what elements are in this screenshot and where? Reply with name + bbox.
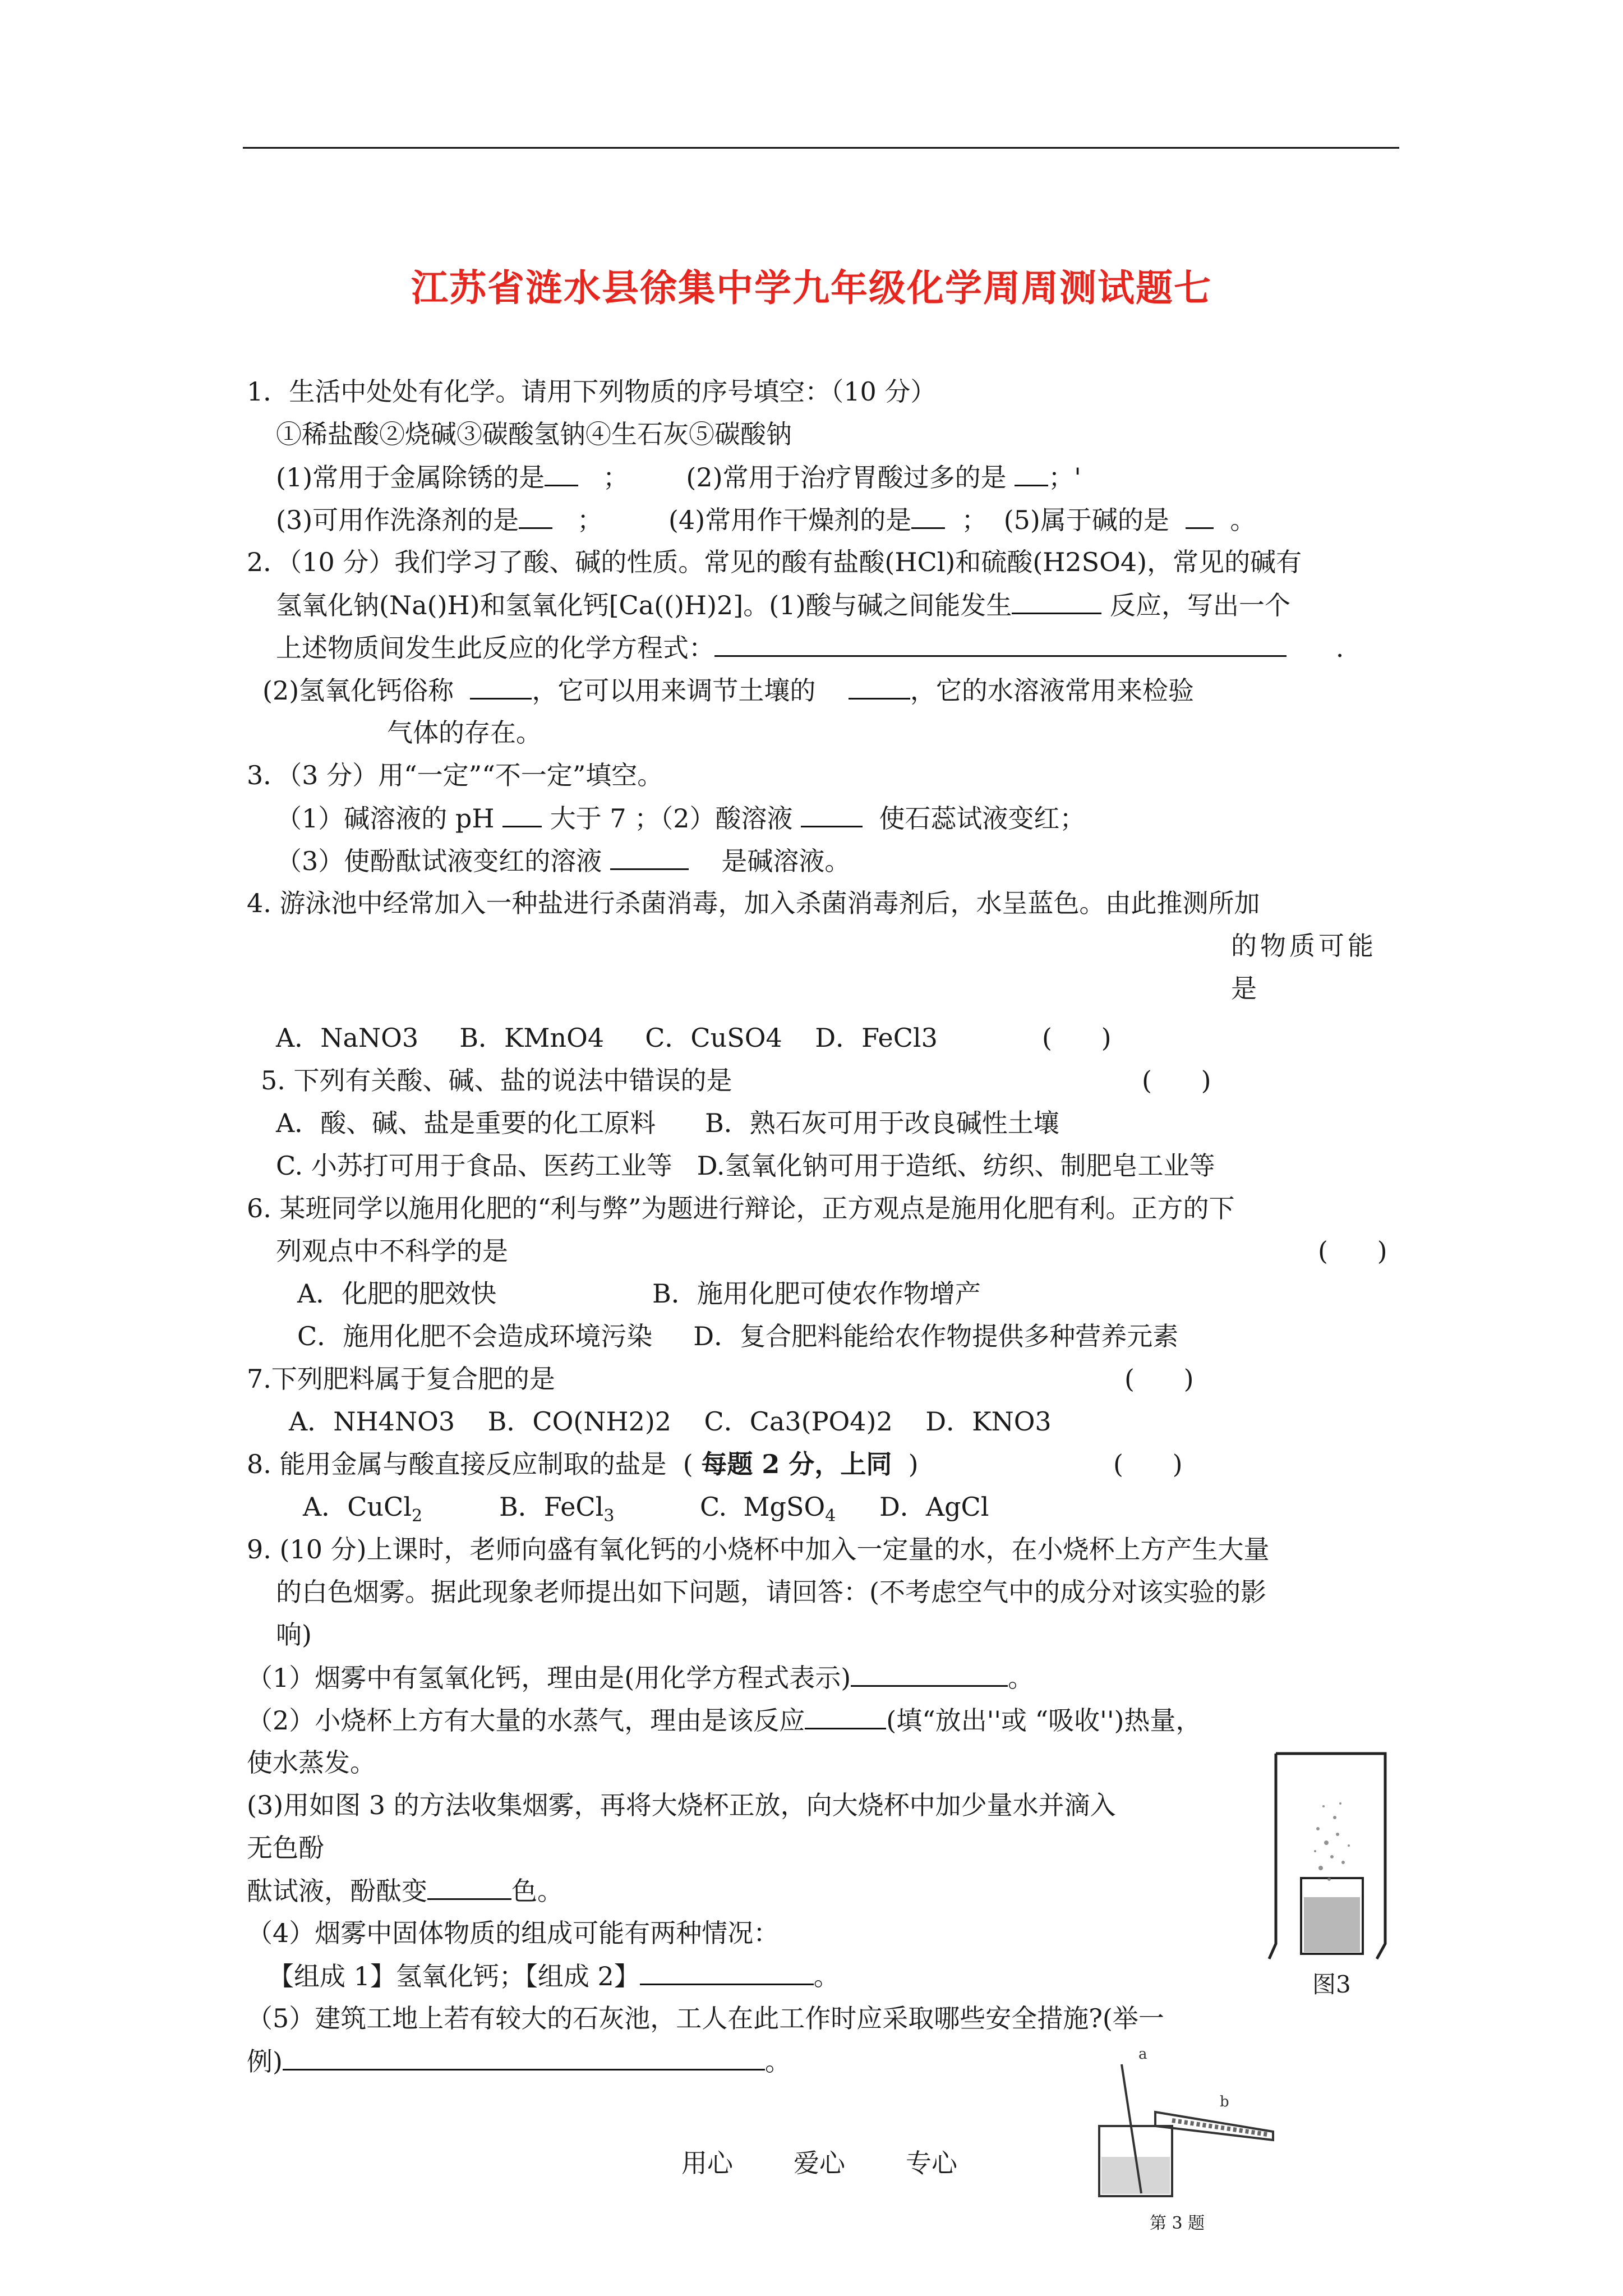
q2-common-name-blank[interactable]	[470, 673, 532, 700]
q2-line2	[276, 588, 1290, 622]
q7-stem: 7.下列肥料属于复合肥的是	[247, 1364, 555, 1394]
q5-options-ab: A．酸、碱、盐是重要的化工原料 B．熟石灰可用于改良碱性土壤	[276, 1108, 1059, 1138]
q1-part5-blank[interactable]	[1186, 503, 1214, 529]
q8-choice-b-text: B．FeCl	[499, 1492, 604, 1522]
q6-options-cd: C．施用化肥不会造成环境污染 D．复合肥料能给农作物提供多种营养元素	[297, 1321, 1179, 1351]
q7-choices: A．NH4NO3 B．CO(NH2)2 C．Ca3(PO4)2 D．KNO3	[289, 1406, 1052, 1437]
q1-part2-blank[interactable]	[1015, 460, 1048, 486]
q2-line2-text: 氢氧化钠(Na()H)和氢氧化钙[Ca(()H)2]。(1)酸与碱之间能发生	[276, 590, 1012, 620]
q2-line1: 2．（10 分）我们学习了酸、碱的性质。常见的酸有盐酸(HCl)和硫酸(H2SO4)，常见的碱有	[247, 547, 1302, 577]
q2-line5: 气体的存在。	[387, 717, 542, 748]
q2-line4-mid: ，它可以用来调节土壤的	[532, 675, 816, 706]
footer-word-3: 专心	[906, 2148, 957, 2178]
q2-soil-blank[interactable]	[849, 673, 910, 700]
apparatus-label-b: b	[1220, 2093, 1229, 2110]
q9-part1-blank[interactable]	[851, 1660, 1008, 1687]
q9-part3-line3	[247, 1874, 563, 1908]
q2-line4-text: (2)氢氧化钙俗称	[262, 675, 454, 706]
q9-part5-blank[interactable]	[283, 2044, 765, 2070]
q6-options-ab: A．化肥的肥效快 B．施用化肥可使农作物增产	[297, 1278, 981, 1309]
q6-line2: 列观点中不科学的是	[276, 1236, 508, 1266]
q9-part2-cont: 使水蒸发。	[247, 1747, 376, 1778]
q1-part4-end: ；	[961, 505, 988, 535]
q2-line4	[262, 673, 1194, 707]
q1-stem: 1．生活中处处有化学。请用下列物质的序号填空：（10 分）	[247, 376, 937, 407]
apparatus-label-a: a	[1138, 2046, 1147, 2063]
q9-part1	[247, 1660, 1034, 1695]
q9-part2-text: （2）小烧杯上方有大量的水蒸气，理由是该反应	[247, 1705, 805, 1736]
q3-phenolphthalein-blank[interactable]	[610, 844, 689, 870]
q3-ph-blank[interactable]	[502, 801, 542, 827]
page-title: 江苏省涟水县徐集中学九年级化学周周测试题七	[411, 266, 1212, 310]
q1-part5-text: (5)属于碱的是	[1003, 505, 1169, 535]
q8-stem: 8. 能用金属与酸直接反应制取的盐是 (	[247, 1449, 693, 1479]
q2-reaction-blank[interactable]	[1012, 588, 1101, 614]
q1-part5-end: 。	[1230, 505, 1256, 535]
q9-part1-end: 。	[1008, 1663, 1034, 1693]
q3-line1	[276, 801, 1085, 835]
q2-line2-end: 反应，写出一个	[1110, 590, 1291, 620]
q1-options: ①稀盐酸②烧碱③碳酸氢钠④生石灰⑤碳酸钠	[276, 419, 792, 449]
q9-part3-cont: 无色酚	[247, 1833, 324, 1863]
q9-part2-end: (填“放出''或 “吸收'')热量，	[886, 1705, 1202, 1736]
q8-choice-b-sub: 3	[603, 1506, 615, 1526]
q9-part4-end: 。	[813, 1961, 840, 1991]
q1-line1	[276, 460, 1081, 494]
q9-part3-text: 酞试液，酚酞变	[247, 1876, 427, 1906]
q9-part5-text: 例)	[247, 2046, 283, 2077]
q9-composition2-blank[interactable]	[640, 1959, 814, 1985]
q1-part1-blank[interactable]	[545, 460, 578, 486]
q9-part1-text: （1）烟雾中有氢氧化钙，理由是(用化学方程式表示)	[247, 1663, 851, 1693]
q9-part4-text: 【组成 1】氢氧化钙；【组成 2】	[268, 1961, 640, 1991]
question-3-figure-label: 第 3 题	[1150, 2214, 1205, 2233]
q9-line1: 9. (10 分)上课时，老师向盛有氧化钙的小烧杯中加入一定量的水，在小烧杯上方产生大量	[247, 1534, 1270, 1565]
q1-part3-end: ；	[577, 505, 603, 535]
q1-part4-text: (4)常用作干燥剂的是	[668, 505, 912, 535]
q1-part4-blank[interactable]	[911, 503, 945, 529]
q9-line3: 响)	[276, 1619, 312, 1650]
question-3-apparatus-illustration	[1088, 2042, 1279, 2210]
q3-line2	[276, 844, 850, 878]
q1-part1-end: ；	[603, 462, 629, 493]
q8-answer-paren[interactable]: ( )	[1113, 1449, 1183, 1479]
q1-part3-text: (3)可用作洗涤剂的是	[276, 505, 519, 535]
figure-3-label: 图3	[1312, 1971, 1351, 1998]
q3-acid-blank[interactable]	[801, 801, 863, 827]
q8-choice-b	[499, 1490, 614, 1533]
q8-choice-d: D．AgCl	[879, 1492, 989, 1522]
header-rule	[243, 147, 1399, 149]
q9-part4: （4）烟雾中固体物质的组成可能有两种情况：	[247, 1918, 780, 1948]
q9-part5-end: 。	[764, 2046, 791, 2077]
q4-line1: 4. 游泳池中经常加入一种盐进行杀菌消毒，加入杀菌消毒剂后，水呈蓝色。由此推测所加	[247, 888, 1260, 918]
q9-part5-answer	[247, 2044, 791, 2078]
q8-close: )	[908, 1449, 919, 1479]
q7-answer-paren[interactable]: ( )	[1124, 1364, 1194, 1394]
q9-part2-blank[interactable]	[805, 1703, 886, 1729]
q8-score-note: 每题 2 分，上同	[701, 1449, 892, 1479]
q1-part3-blank[interactable]	[519, 503, 552, 529]
q4-line2: 的物质可能	[1231, 931, 1377, 961]
q1-part1-text: (1)常用于金属除锈的是	[276, 462, 545, 493]
q3-line1-mid: 大于 7 ；（2）酸溶液	[550, 803, 793, 834]
q9-part2	[247, 1703, 1201, 1737]
q2-line4-end: ，它的水溶液常用来检验	[910, 675, 1194, 706]
footer-word-1: 用心	[681, 2148, 733, 2178]
q1-part2-end: ；'	[1048, 462, 1081, 493]
q4-line3: 是	[1231, 973, 1257, 1004]
q2-line3-text: 上述物质间发生此反应的化学方程式：	[276, 633, 714, 663]
q2-line3-end: .	[1335, 633, 1344, 663]
q8-choice-c-text: C. MgSO	[700, 1492, 826, 1522]
q9-part3-end: 色。	[511, 1876, 563, 1906]
q8-line	[247, 1447, 919, 1481]
q3-line1-text: （1）碱溶液的 pH	[276, 803, 495, 834]
q1-line2	[276, 503, 1256, 537]
q9-part3-blank[interactable]	[427, 1874, 511, 1900]
q8-choice-a-sub: 2	[411, 1506, 423, 1526]
q4-choices: A．NaNO3 B．KMnO4 C．CuSO4 D．FeCl3	[276, 1023, 938, 1053]
q3-stem: 3．（3 分）用“一定”“不一定”填空。	[247, 760, 663, 790]
q1-part2-text: (2)常用于治疗胃酸过多的是	[686, 462, 1007, 493]
q8-choice-a-text: A．CuCl	[303, 1492, 412, 1522]
q5-options-cd: C. 小苏打可用于食品、医药工业等 D.氢氧化钠可用于造纸、纺织、制肥皂工业等	[276, 1151, 1215, 1181]
q9-part3: (3)用如图 3 的方法收集烟雾，再将大烧杯正放，向大烧杯中加少量水并滴入	[247, 1790, 1116, 1820]
q3-line2-text: （3）使酚酞试液变红的溶液	[276, 846, 602, 876]
figure-3-beaker-illustration	[1265, 1750, 1399, 1963]
q5-stem: 5. 下列有关酸、碱、盐的说法中错误的是	[261, 1065, 732, 1096]
q3-line2-end: 是碱溶液。	[721, 846, 851, 876]
q9-part4-compositions	[268, 1959, 840, 1993]
q6-answer-paren[interactable]: ( )	[1318, 1236, 1387, 1266]
q8-choice-a	[303, 1490, 422, 1533]
q9-line2: 的白色烟雾。据此现象老师提出如下问题，请回答：(不考虑空气中的成分对该实验的影	[276, 1577, 1266, 1607]
q8-choice-c-sub: 4	[825, 1506, 836, 1526]
q2-equation-blank[interactable]	[714, 631, 1287, 657]
q5-answer-paren[interactable]: ( )	[1142, 1065, 1211, 1096]
footer-word-2: 爱心	[794, 2148, 845, 2178]
q9-part5: （5）建筑工地上若有较大的石灰池，工人在此工作时应采取哪些安全措施?(举一	[247, 2003, 1164, 2033]
q2-line3	[276, 631, 1344, 665]
q3-line1-end: 使石蕊试液变红；	[879, 803, 1086, 834]
q6-line1: 6. 某班同学以施用化肥的“利与弊”为题进行辩论，正方观点是施用化肥有利。正方的下	[247, 1193, 1235, 1223]
q4-answer-paren[interactable]: ( )	[1042, 1023, 1112, 1053]
q8-choice-c	[700, 1490, 836, 1533]
